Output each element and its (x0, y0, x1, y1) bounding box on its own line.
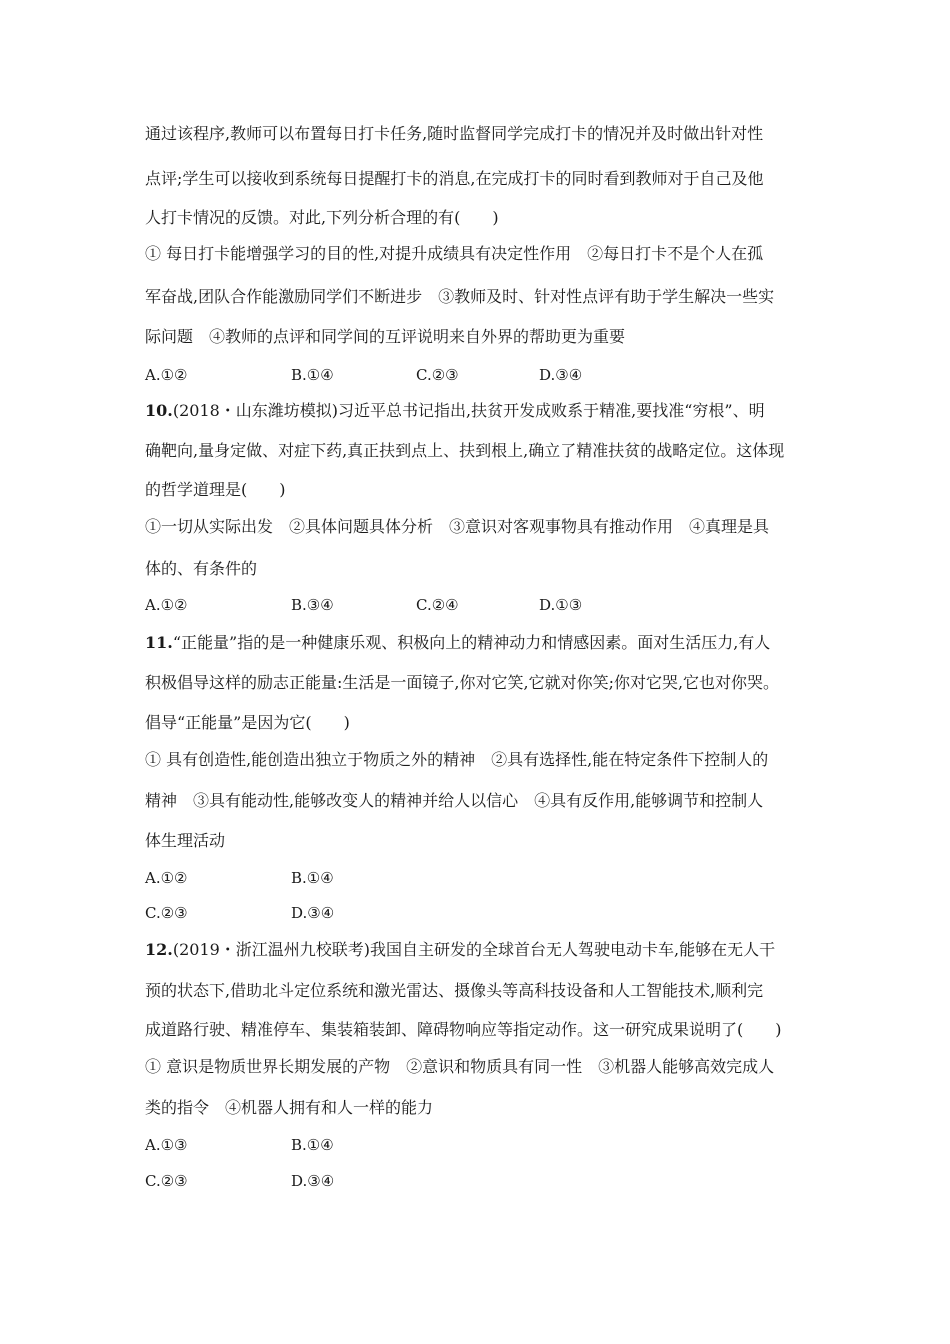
q10-line-1-text: (2018・山东潍坊模拟)习近平总书记指出,扶贫开发成败系于精准,要找准“穷根”、明 (172, 401, 765, 420)
q9-line-5: 军奋战,团队合作能激励同学们不断进步 ③教师及时、针对性点评有助于学生解决一些实 (145, 287, 775, 306)
q9-option-b: B.①④ (291, 366, 334, 384)
q11-line-2: 积极倡导这样的励志正能量:生活是一面镜子,你对它笑,它就对你笑;你对它哭,它也对你哭。 (145, 673, 780, 692)
q12-option-a: A.①③ (145, 1136, 188, 1154)
q11-line-3: 倡导“正能量”是因为它( ) (145, 713, 350, 732)
q10-line-4: ①一切从实际出发 ②具体问题具体分析 ③意识对客观事物具有推动作用 ④真理是具 (145, 517, 770, 536)
q9-line-2: 点评;学生可以接收到系统每日提醒打卡的消息,在完成打卡的同时看到教师对于自己及他 (145, 169, 764, 188)
q12-line-2: 预的状态下,借助北斗定位系统和激光雷达、摄像头等高科技设备和人工智能技术,顺利完 (145, 981, 764, 1000)
q11-line-4: ① 具有创造性,能创造出独立于物质之外的精神 ②具有选择性,能在特定条件下控制人的 (145, 750, 769, 769)
q10-option-d: D.①③ (539, 596, 583, 614)
q12-line-4: ① 意识是物质世界长期发展的产物 ②意识和物质具有同一性 ③机器人能够高效完成人 (145, 1057, 775, 1076)
q11-line-5: 精神 ③具有能动性,能够改变人的精神并给人以信心 ④具有反作用,能够调节和控制人 (145, 791, 764, 810)
q10-option-b: B.③④ (291, 596, 334, 614)
q11-line-6: 体生理活动 (145, 831, 226, 850)
q12-option-c: C.②③ (145, 1172, 188, 1190)
q12-line-1 (145, 940, 775, 960)
q9-line-6: 际问题 ④教师的点评和同学间的互评说明来自外界的帮助更为重要 (145, 327, 626, 346)
q12-line-3: 成道路行驶、精准停车、集装箱装卸、障碍物响应等指定动作。这一研究成果说明了( ) (145, 1020, 782, 1039)
q9-option-a: A.①② (145, 366, 188, 384)
q11-option-d: D.③④ (291, 904, 335, 922)
q11-line-1 (145, 633, 770, 653)
q10-line-2: 确靶向,量身定做、对症下药,真正扶到点上、扶到根上,确立了精准扶贫的战略定位。这体现 (145, 441, 785, 460)
q11-number: 11. (145, 633, 173, 652)
q10-option-a: A.①② (145, 596, 188, 614)
q11-line-1-text: “正能量”指的是一种健康乐观、积极向上的精神动力和情感因素。面对生活压力,有人 (172, 633, 771, 652)
q10-option-c: C.②④ (416, 596, 459, 614)
q10-line-3: 的哲学道理是( ) (145, 480, 286, 499)
q9-option-d: D.③④ (539, 366, 583, 384)
q11-option-a: A.①② (145, 869, 188, 887)
q10-line-1 (145, 401, 765, 421)
q10-line-5: 体的、有条件的 (145, 559, 258, 578)
q11-option-c: C.②③ (145, 904, 188, 922)
q12-option-b: B.①④ (291, 1136, 334, 1154)
q12-line-1-text: (2019・浙江温州九校联考)我国自主研发的全球首台无人驾驶电动卡车,能够在无人干 (172, 940, 776, 959)
q12-option-d: D.③④ (291, 1172, 335, 1190)
q12-line-5: 类的指令 ④机器人拥有和人一样的能力 (145, 1098, 434, 1117)
q9-line-3: 人打卡情况的反馈。对此,下列分析合理的有( ) (145, 208, 499, 227)
q10-number: 10. (145, 401, 173, 420)
q9-line-4: ① 每日打卡能增强学习的目的性,对提升成绩具有决定性作用 ②每日打卡不是个人在孤 (145, 244, 764, 263)
q9-line-1: 通过该程序,教师可以布置每日打卡任务,随时监督同学完成打卡的情况并及时做出针对性 (145, 124, 764, 143)
q9-option-c: C.②③ (416, 366, 459, 384)
q11-option-b: B.①④ (291, 869, 334, 887)
q12-number: 12. (145, 940, 173, 959)
